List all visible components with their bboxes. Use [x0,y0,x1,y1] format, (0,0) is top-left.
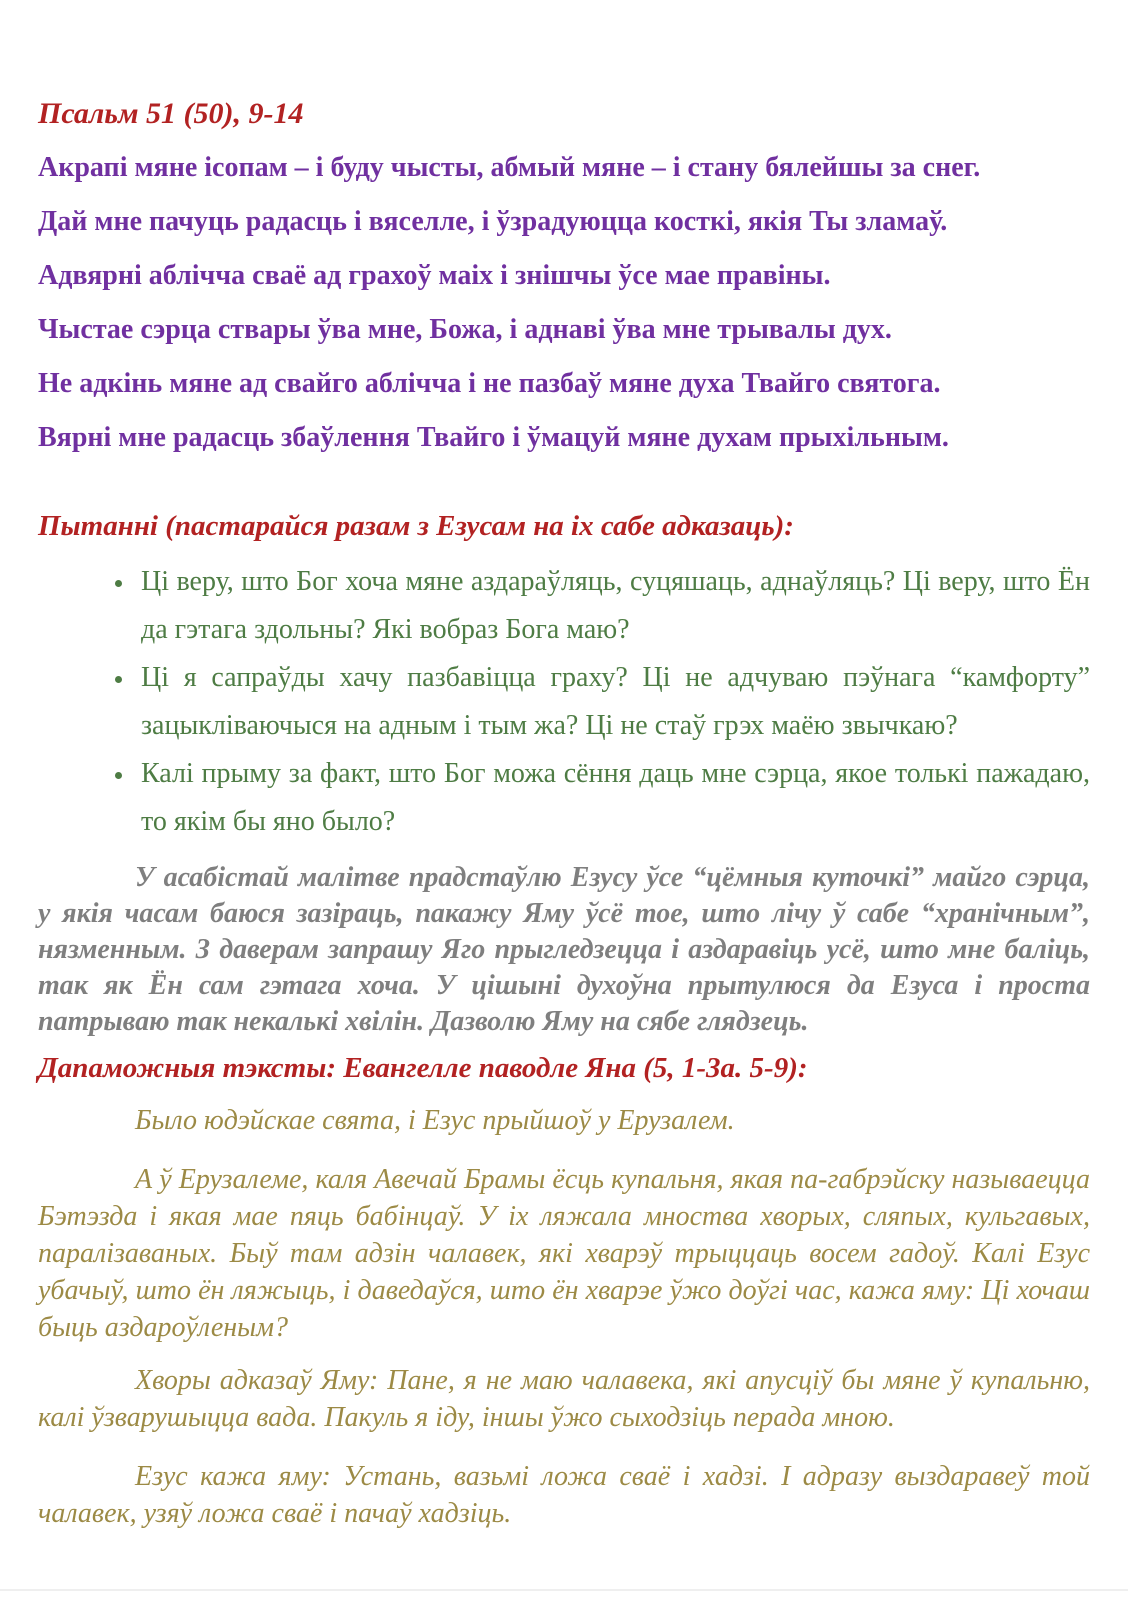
supporting-texts-heading: Дапаможныя тэксты: Евангелле паводле Яна (5, 1-3а. 5-9): [38,1052,808,1084]
question-item: • Ці я сапраўды хачу пазбавіцца граху? Ці не адчуваю пэўнага “камфорту” зацыкліваючыся на адным і тым жа? Ці не стаў грэх маёю звычкаю? [135,654,1090,750]
gospel-paragraph: Хворы адказаў Яму: Пане, я не маю чалавека, які апусціў бы мяне ў купальню, калі ўзварушыцца вада. Пакуль я іду, іншы ўжо сыходзіць перада мною. [38,1365,1090,1433]
questions-list [38,558,1090,846]
gospel-paragraph: Было юдэйскае свята, і Езус прыйшоў у Ерузалем. [135,1105,735,1136]
psalm-verse: Дай мне пачуць радасць і вяселле, і ўзрадуюцца косткі, якія Ты зламаў. [38,206,948,237]
meditation-paragraph: У асабістай малітве прадстаўлю Езусу ўсе “цёмныя куточкі” майго сэрца, у якія часам баюся зазіраць, пакажу Яму ўсё тое, што лічу ў сабе “хранічным”, нязменным. З даверам запрашу Яго прыгледзецца і аздаравіць усё, што мне баліць, так як Ён сам гэтага хоча. У цішыні духоўна прытулюся да Езуса і проста патрываю так некалькі хвілін. Дазволю Яму на сябе глядзець. [38,862,1090,1037]
psalm-title: Псальм 51 (50), 9-14 [38,97,304,130]
question-item: • Калі прыму за факт, што Бог можа сёння даць мне сэрца, якое толькі пажадаю, то якім бы яно было? [135,750,1090,846]
page-bottom-divider [0,1589,1128,1591]
questions-heading: Пытанні (пастарайся разам з Езусам на іх сабе адказаць): [38,510,794,542]
gospel-paragraph: Езус кажа яму: Устань, вазьмі ложа сваё і хадзі. І адразу выздаравеў той чалавек, узяў ложа сваё і пачаў хадзіць. [38,1461,1090,1529]
psalm-verse: Чыстае сэрца ствары ўва мне, Божа, і аднаві ўва мне трывалы дух. [38,314,892,345]
gospel-paragraph: А ў Ерузалеме, каля Авечай Брамы ёсць купальня, якая па-габрэйску называецца Бэтэзда і якая мае пяць бабінцаў. У іх ляжала мноства хворых, сляпых, кульгавых, паралізаваных. Быў там адзін чалавек, які хварэў трыццаць восем гадоў. Калі Езус убачыў, што ён ляжыць, і даведаўся, што ён хварэе ўжо доўгі час, кажа яму: Ці хочаш быць аздароўленым? [38,1164,1090,1343]
psalm-verse: Не адкінь мяне ад свайго аблічча і не пазбаў мяне духа Твайго святога. [38,368,941,399]
question-item: • Ці веру, што Бог хоча мяне аздараўляць, суцяшаць, аднаўляць? Ці веру, што Ён да гэтага здольны? Які вобраз Бога маю? [135,558,1090,654]
psalm-verse: Адвярні аблічча сваё ад грахоў маіх і знішчы ўсе мае правіны. [38,260,831,291]
psalm-verse: Вярні мне радасць збаўлення Твайго і ўмацуй мяне духам прыхільным. [38,422,949,453]
psalm-verse: Акрапі мяне ісопам – і буду чысты, абмый мяне – і стану бялейшы за снег. [38,152,981,183]
